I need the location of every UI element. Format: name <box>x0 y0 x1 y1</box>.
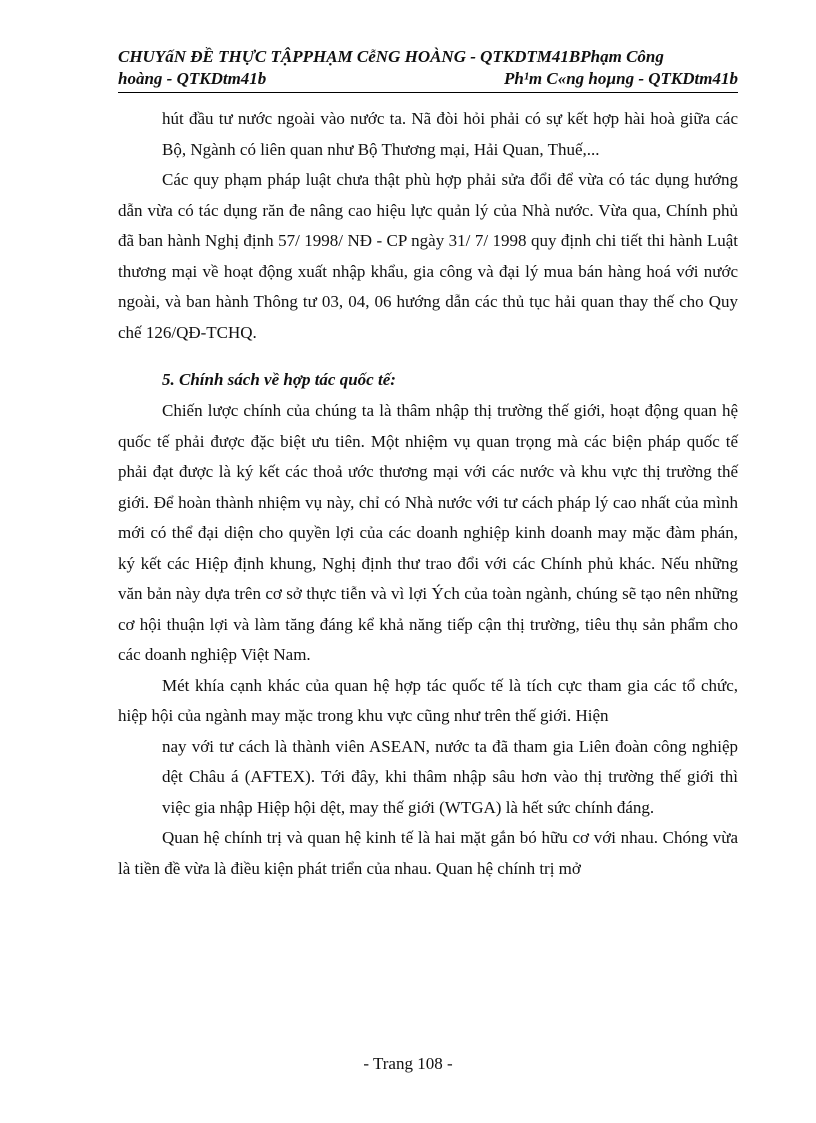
paragraph-5: Quan hệ chính trị và quan hệ kinh tế là hai mặt gắn bó hữu cơ với nhau. Chóng vừa là tiền đề vừa là điều kiện phát triển của nhau. Quan hệ chính trị mở <box>118 828 738 878</box>
paragraph-4-continued: nay với tư cách là thành viên ASEAN, nước ta đã tham gia Liên đoàn công nghiệp dệt Châu á (AFTEX). Tới đây, khi thâm nhập sâu hơn vào thị trường thế giới thì việc gia nhập Hiệp hội dệt, may thế giới (WTGA) là hết sức chính đáng. <box>162 736 738 817</box>
section-heading: 5. Chính sách về hợp tác quốc tế: <box>162 370 396 389</box>
spacer <box>118 348 738 364</box>
header-author-right: Ph¹m C«ng hoµng - QTKDtm41b <box>503 69 738 88</box>
header-author-left: hoàng - QTKDtm41b <box>118 69 267 88</box>
paragraph-2: Các quy phạm pháp luật chưa thật phù hợp phải sửa đổi để vừa có tác dụng hướng dẫn vừa có tác dụng răn đe nâng cao hiệu lực quản lý của Nhà nước. Vừa qua, Chính phủ đã ban hành Nghị định 57/ 1998/ NĐ - CP ngày 31/ 7/ 1998 quy định chi tiết thi hành Luật thương mại về hoạt động xuất nhập khẩu, gia công và đại lý mua bán hàng hoá với nước ngoài, và ban hành Thông tư 03, 04, 06 hướng dẫn các thủ tục hải quan thay thế cho Quy chế 126/QĐ-TCHQ. <box>118 170 738 342</box>
paragraph-3: Chiến lược chính của chúng ta là thâm nhập thị trường thế giới, hoạt động quan hệ quốc tế phải được đặc biệt ưu tiên. Một nhiệm vụ quan trọng mà các biện pháp quốc tế phải đạt được là ký kết các thoả ước thương mại với các nước và khu vực thị trường thế giới. Để hoàn thành nhiệm vụ này, chỉ có Nhà nước với tư cách pháp lý cao nhất của mình mới có thể đại diện cho quyền lợi của các doanh nghiệp kinh doanh may mặc đàm phán, ký kết các Hiệp định khung, Nghị định thư trao đổi với các Chính phủ khác. Nếu những văn bản này dựa trên cơ sở thực tiễn và vì lợi Ých của toàn ngành, chúng sẽ tạo nên những cơ hội thuận lợi và làm tăng đáng kể khả năng tiếp cận thị trường, tiêu thụ sản phẩm cho các doanh nghiệp Việt Nam. <box>118 401 738 664</box>
paragraph-1: hút đầu tư nước ngoài vào nước ta. Nã đòi hỏi phải có sự kết hợp hài hoà giữa các Bộ, Ngành có liên quan như Bộ Thương mại, Hải Quan, Thuế,... <box>162 109 738 159</box>
header-subtitle-row <box>118 68 738 90</box>
page-number: - Trang 108 - <box>363 1054 453 1073</box>
header-title: CHUYấN ĐỀ THỰC TẬPPHẠM CễNG HOÀNG - QTKDTM41BPhạm Công <box>118 47 664 66</box>
page-header <box>118 46 738 93</box>
paragraph-4-start: Mét khía cạnh khác của quan hệ hợp tác quốc tế là tích cực tham gia các tổ chức, hiệp hội của ngành may mặc trong khu vực cũng như trên thế giới. Hiện <box>118 675 738 725</box>
document-body <box>118 104 738 884</box>
